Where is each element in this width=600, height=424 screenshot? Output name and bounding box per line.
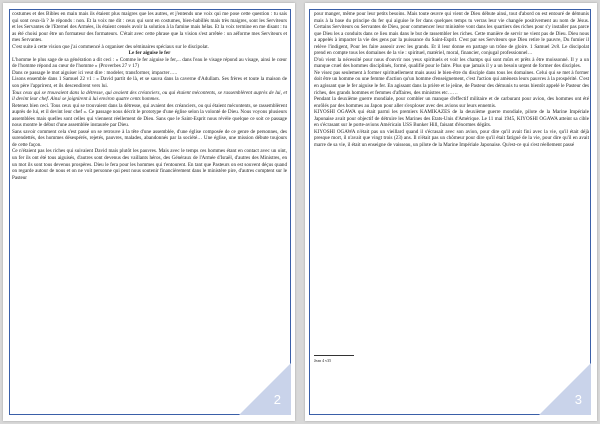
section-title: Le fer aiguise le fer: [128, 50, 171, 57]
paragraph-italic: Tous ceux qui se trouvaient dans la détresse, qui avaient des créanciers, ou qui étaient mécontents, se rassemblèrent auprès de lui, et il devint leur chef. Ainsi se joignirent à lui environ quatre cents hommes.: [12, 89, 287, 103]
paragraph: Ce n'étaient pas les riches qui suivaient David mais plutôt les pauvres. Mais avec le temps ces hommes étant en contact avec un oint, un fer ils ont été tous aiguisés, d'autres sont devenus des vaillants héros, des Généraux de l'Armée d'Israël, d'autres des Ministres, en un mot ils sont tous devenus prospères. Dieu le fera pour les hommes qui t'entourent. En tant que Pasteurs on est souvent déçus quand on regarde autour de nous et on ne voit personne qui peut nous soutenir financièrement dans le ministère pire, d'autres comptent sur le Pasteur: [12, 148, 287, 181]
paragraph: L'homme le plus sage de sa génération a dit ceci : « Comme le fer aiguise le fer,... dans l'eau le visage répond au visage, ainsi le cœur de l'homme répond au cœur de l'homme » (Proverbes 27 v 17): [12, 56, 287, 70]
paragraph: Retenez bien ceci. Tous ceux qui se trouvaient dans la détresse, qui avaient des créanciers, ou qui étaient mécontents, se rassemblèrent auprès de lui, et il devint leur chef ». Ce passage nous décrit le prototype d'une église selon la volonté de Dieu. Nous voyons plusieurs assemblées mais quelles sont celles qui viennent réellement de Dieu. Sans que le Saint-Esprit nous révèle quelque ce soit ce passage nous montre le début d'une assemblée instaurée par Dieu.: [12, 102, 287, 129]
paragraph: C'est suite à cette vision que j'ai commencé à organiser des séminaires spéciaux sur le discipolat.: [12, 43, 209, 50]
paragraph: Sans savoir comment cela s'est passé on se retrouve à la tête d'une assemblée, d'une église composée de ce genre de personnes, des surendettés, des hommes désespérés, rejetés, pauvres, malades, abandonnés par la société… Une église, une mission débute toujours de cette façon.: [12, 128, 287, 148]
paragraph: D'où vient la nécessité pour nous d'ouvrir nos yeux spirituels et voir les champs qui sont mûrs et prêts à être moissonné. Il y a un manque cruel des hommes disciplinés, formé, qualifié pour le faire. Plus que jamais il y a un besoin urgent de former des disciples.: [314, 56, 589, 70]
page-corner-decoration: [239, 363, 291, 415]
page-number: 3: [574, 392, 582, 407]
footnote: Jean 4 v35: [314, 358, 332, 363]
paragraph: Ne visez pas seulement à former spirituellement mais aussi le bien-être du disciple dans tous les domaines. Celui qui se met à former doit être un homme ou une femme d'action qu'un homme d'enseignement, c'est l'action qui amènera leurs pauvres à la prospérité. C'est en agissant que le fer aiguise le fer. En agissant dans la prière et le jeûne, de Pasteur des démunis tu seras bientôt appelé le Pasteur des riches, des grands hommes et femmes d'affaires, des ministres etc……: [314, 69, 589, 96]
page-number: 2: [273, 392, 281, 407]
paragraph: pour manger, même pour leur petits besoins. Mais toute œuvre qui vient de Dieu débute ainsi, tout d'abord on est entouré de démunis mais à la base du principe du fer qui aiguise le fer dans quelques temps tu verras leur vie changée positivement au nom de Jésus. Certains Serviteurs ou Servantes de Dieu, pour commencer leur ministère vont dans les quartiers des riches pour s'y installer pas parce que Dieu les a conduits dans ce lieu mais dans le but de rassembler les riches. Cette manière de servir ne vient pas de Dieu. Dieu nous a appelés à impacter la vie des gens par la puissance du Saint-Esprit. C'est par ses Serviteurs que Dieu retire le pauvre, Du fumier il relève l'indigent, Pour les faire asseoir avec les grands. Et il leur donne en partage un trône de gloire. 1 Samuel 2v8. Le discipolat prend en compte tous les domaines de la vie : spirituel, matériel, moral, financier, conjugal professionnel…: [314, 11, 589, 57]
page-left: [3, 3, 295, 421]
paragraph: Pendant la deuxième guerre mondiale, pour combler un manque d'effectif militaire et de carburant pour avion, des hommes ont été enrôlés par des hommes au Japon pour aller s'exploser avec des avions sur leurs ennemis.: [314, 96, 589, 109]
page-right-text: [314, 11, 589, 148]
footnote-rule: [314, 355, 354, 356]
paragraph: costumes et des Bibles en main mais ils étaient plus maigres que les autres, et j'entends une voix qui me pose cette question : tu sais qui sont ceux-là ? Je réponds : non. Et la voix me dit : ceux qui sont en costumes, bien-habillés mais très maigres, sont les Serviteurs et les Servantes de l'Eternel des Armées, ils étaient censés avoir la solution à la famine mais hélas. Et la voix termine en me disant : tu as été choisi pour être un formateur des formateurs. C'était avec cette phrase que la vision s'est arrêtée : un aéforme mes Serviteurs et mes Servantes.: [12, 11, 287, 44]
paragraph: KIYOSHI OGAWA n'était pas un vieillard quand il s'écrasait avec son avion, pour dire qu'il avait fini avec la vie, qu'il était déjà presque mort, il n'avait que vingt trois (23) ans. Il n'était pas un chômeur pour dire qu'il était fatigué de la vie, pour dire qu'il en avait marre de sa vie, il était un enseigne de vaisseau, un pilote de la Marine Impériale Japonaise. Qu'est-ce qui s'est réellement passé: [314, 128, 589, 148]
paragraph: KIYOSHI OGAWA qui était parmi les premiers KAMIKAZES de la deuxième guerre mondiale, pilote de la Marine Impériale Japonaise avait pour objectif de détruire les Marines des Etats-Unis d'Amérique. Le 11 mai 1945, KIYOSHI OGAWA atteint sa cible en s'écrasant sur le porte-avions Américain USS Bunker Hill, faisant d'énormes dégâts.: [314, 109, 589, 129]
page-corner-decoration: [539, 363, 591, 415]
page-left-text: [12, 11, 287, 181]
paragraph: Dans ce passage le mot aiguiser ici veut dire : modeler, transformer, impacter…..: [12, 69, 178, 76]
paragraph: Lisons ensemble dans 1 Samuel 22 v1 : « David partit de là, et se sauva dans la caverne d'Adullam. Ses frères et toute la maison de son père l'apprirent, et ils descendirent vers lui.: [12, 76, 287, 90]
page-right: [305, 3, 597, 421]
